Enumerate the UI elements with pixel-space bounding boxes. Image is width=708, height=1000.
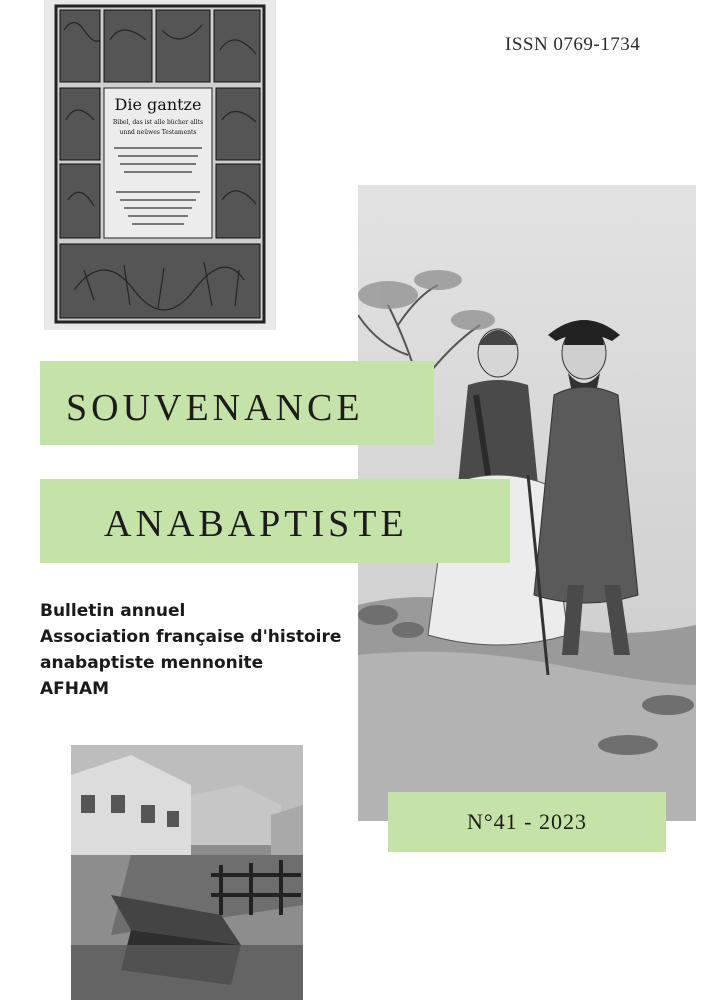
village-photo-image xyxy=(71,745,303,1000)
publication-subtitle xyxy=(40,598,370,702)
issue-number: N°41 - 2023 xyxy=(466,809,587,834)
woodcut-text-line: Bibel, das ist alle bücher allts xyxy=(112,119,204,126)
issue-band xyxy=(388,792,666,852)
title-line-2: ANABAPTISTE xyxy=(104,503,408,545)
bible-woodcut-image xyxy=(44,0,276,330)
woodcut-title-line: Die gantze xyxy=(114,95,202,114)
issn-number: ISSN 0769-1734 xyxy=(505,34,641,55)
subtitle-line: Bulletin annuel xyxy=(40,601,186,621)
subtitle-line: Association française d'histoire xyxy=(40,627,342,647)
subtitle-line: AFHAM xyxy=(40,679,110,699)
woodcut-text-line: unnd neüwes Testaments xyxy=(119,129,197,136)
subtitle-line: anabaptiste mennonite xyxy=(40,653,264,673)
title-line-1: SOUVENANCE xyxy=(66,387,364,429)
